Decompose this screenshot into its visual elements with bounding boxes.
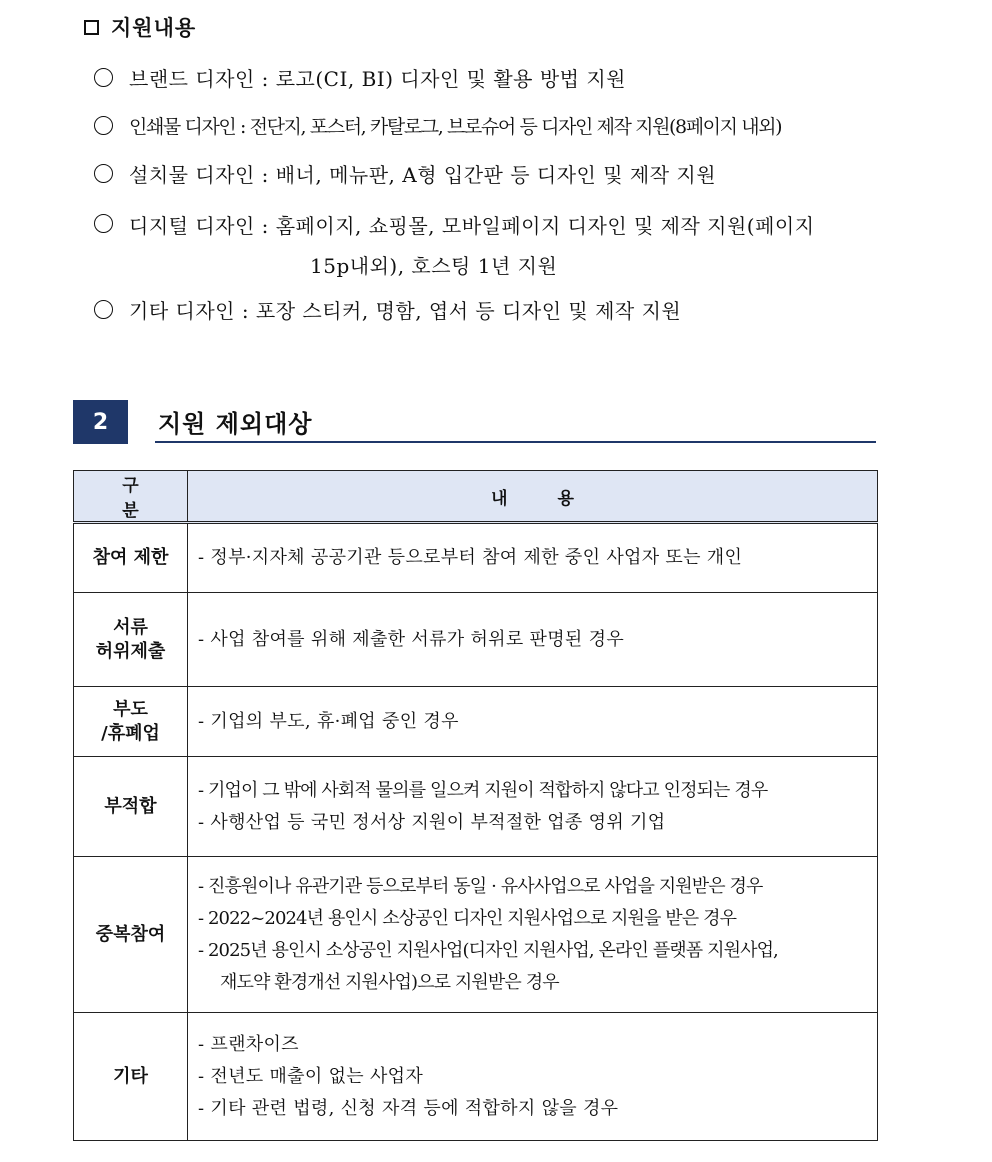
content-line: - 전년도 매출이 없는 사업자	[198, 1065, 424, 1087]
support-item-list	[94, 62, 974, 342]
content-line: - 사업 참여를 위해 제출한 서류가 허위로 판명된 경우	[198, 628, 625, 650]
content-line: - 2025년 용인시 소상공인 지원사업(디자인 지원사업, 온라인 플랫폼 지원사업,	[198, 939, 778, 961]
content-line: - 기업의 부도, 휴·폐업 중인 경우	[198, 710, 459, 732]
table-header-row	[74, 471, 878, 523]
exclusion-table	[73, 470, 878, 1141]
item-text-block	[129, 206, 815, 286]
content-line: - 기업이 그 밖에 사회적 물의를 일으켜 지원이 적합하지 않다고 인정되는 경우	[198, 779, 768, 801]
row-category: 중복참여	[74, 857, 188, 1013]
item-text: 디지털 디자인 : 홈페이지, 쇼핑몰, 모바일페이지 디자인 및 제작 지원(페이지	[129, 214, 815, 238]
row-content	[188, 857, 878, 1013]
content-line: - 진흥원이나 유관기관 등으로부터 동일 · 유사사업으로 사업을 지원받은 경우	[198, 875, 763, 897]
table-row	[74, 593, 878, 687]
row-category: 서류 허위제출	[74, 593, 188, 687]
content-line: - 사행산업 등 국민 정서상 지원이 부적절한 업종 영위 기업	[198, 811, 666, 833]
list-item	[94, 294, 974, 342]
section-title: 지원 제외대상	[158, 410, 313, 438]
item-text-continuation: 15p내외), 호스팅 1년 지원	[310, 254, 558, 278]
content-line: 재도약 환경개선 지원사업)으로 지원받은 경우	[220, 971, 559, 993]
section-underline	[155, 441, 876, 443]
row-category: 기타	[74, 1013, 188, 1141]
table-row	[74, 857, 878, 1013]
list-item	[94, 110, 974, 158]
table-row	[74, 687, 878, 757]
item-text: 기타 디자인 : 포장 스티커, 명함, 엽서 등 디자인 및 제작 지원	[129, 299, 682, 323]
header-content: 내용	[188, 471, 878, 523]
row-content	[188, 523, 878, 593]
content-line: - 기타 관련 법령, 신청 자격 등에 적합하지 않을 경우	[198, 1097, 619, 1119]
circle-bullet-icon	[94, 214, 113, 233]
row-category: 부도 /휴폐업	[74, 687, 188, 757]
content-line: - 프랜차이즈	[198, 1033, 299, 1055]
row-content	[188, 1013, 878, 1141]
header-category: 구분	[74, 471, 188, 523]
circle-bullet-icon	[94, 300, 113, 319]
table-row	[74, 757, 878, 857]
row-category: 부적합	[74, 757, 188, 857]
table-row	[74, 1013, 878, 1141]
list-item	[94, 206, 974, 294]
circle-bullet-icon	[94, 68, 113, 87]
row-content	[188, 593, 878, 687]
checkbox-icon	[84, 20, 99, 35]
item-text: 설치물 디자인 : 배너, 메뉴판, A형 입간판 등 디자인 및 제작 지원	[129, 163, 717, 187]
list-item	[94, 62, 974, 110]
section-number-badge: 2	[73, 400, 128, 444]
support-heading-text: 지원내용	[111, 16, 197, 40]
circle-bullet-icon	[94, 116, 113, 135]
support-heading	[84, 12, 196, 42]
item-text: 브랜드 디자인 : 로고(CI, BI) 디자인 및 활용 방법 지원	[129, 67, 626, 91]
row-content	[188, 757, 878, 857]
content-line: - 2022~2024년 용인시 소상공인 디자인 지원사업으로 지원을 받은 경우	[198, 907, 737, 929]
table-row	[74, 523, 878, 593]
row-content	[188, 687, 878, 757]
list-item	[94, 158, 974, 206]
row-category: 참여 제한	[74, 523, 188, 593]
circle-bullet-icon	[94, 164, 113, 183]
content-line: - 정부·지자체 공공기관 등으로부터 참여 제한 중인 사업자 또는 개인	[198, 547, 743, 568]
item-text: 인쇄물 디자인 : 전단지, 포스터, 카탈로그, 브로슈어 등 디자인 제작 지원(8페이지 내외)	[129, 116, 782, 138]
